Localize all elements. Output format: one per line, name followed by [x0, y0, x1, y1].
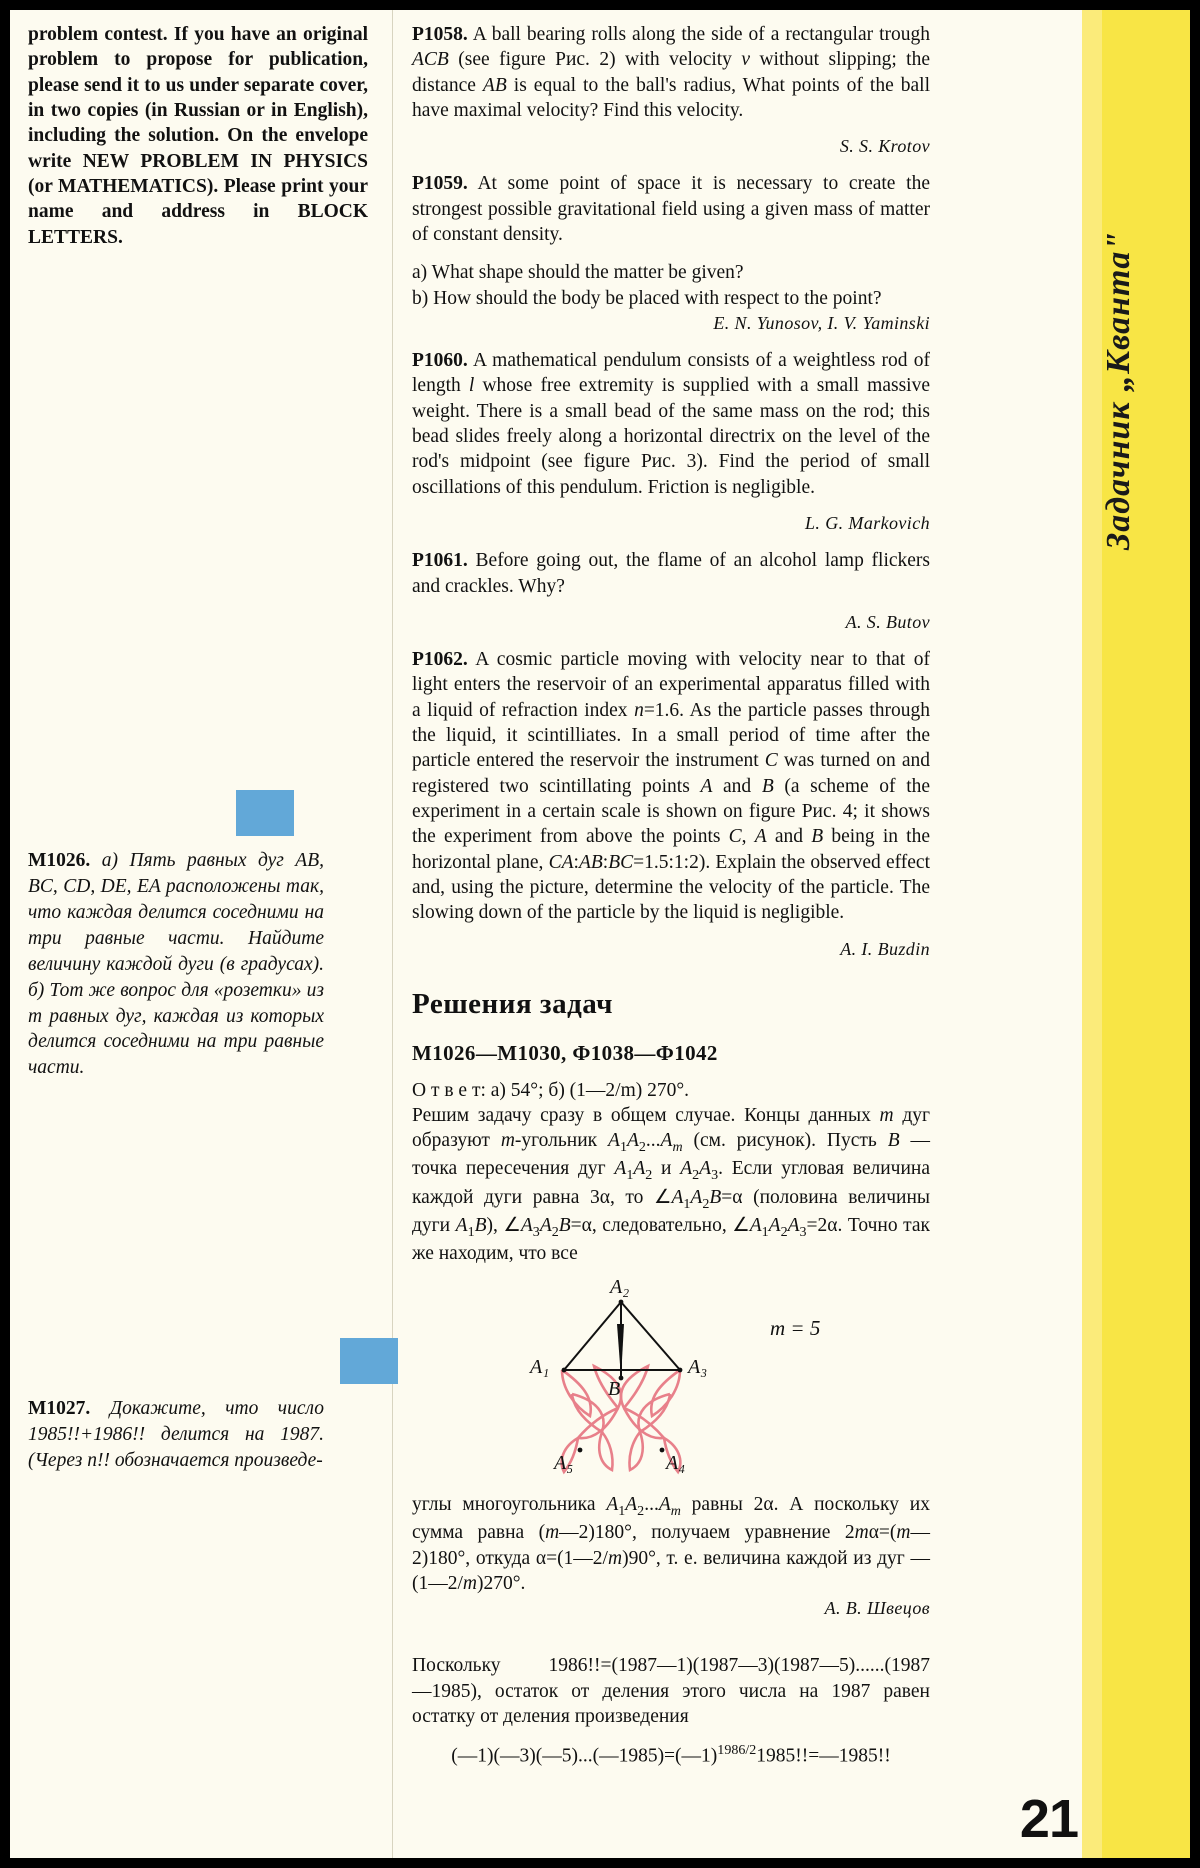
problem-m1026: [28, 848, 324, 1081]
problem-p1058-text: A ball bearing rolls along the side of a rectangular trough ACB (see figure Рис. 2) with velocity v without slipping; the distance AB is equal to the ball's radius, What points of the ball have maximal velocity? Find this velocity.: [412, 24, 930, 122]
problem-p1061-id: P1061.: [412, 550, 468, 572]
problem-p1061-text: Before going out, the flame of an alcohol lamp flickers and crackles. Why?: [412, 550, 931, 597]
problem-p1060-id: P1060.: [412, 350, 468, 372]
problem-p1062-text: A cosmic particle moving with velocity near to that of light enters the reservoir of an experimental apparatus filled with a liquid of refraction index n=1.6. As the particle passes through the liquid, it scintilliates. In a small period of time after the particle entered the reservoir the instrument C was turned on and registered two scintillating points A and B (a scheme of the experiment in a certain scale is shown on figure Рис. 4; it shows the experiment from above the points C, A and B being in the horizontal plane, CA:AB:BC=1.5:1:2). Explain the observed effect and, using the picture, determine the velocity of the particle. The slowing down of the particle by the liquid is negligible.: [412, 648, 931, 924]
problem-p1059: [412, 171, 930, 247]
solution-m1027-body: Поскольку 1986!!=(1987—1)(1987—3)(1987—5)......(1987—1985), остаток от деления этого числа на 1987 равен остатку от деления произведения: [412, 1655, 930, 1728]
left-column: [28, 22, 368, 250]
side-band-title: Задачник „Кванта": [1100, 230, 1137, 550]
page-number: 21: [1019, 1789, 1078, 1849]
problem-p1059-id: P1059.: [412, 173, 468, 195]
problem-m1026-label: M1026.: [28, 850, 91, 871]
problem-p1060: [412, 348, 930, 500]
problem-p1058-author: S. S. Krotov: [839, 136, 930, 157]
side-band-highlight: [1082, 0, 1102, 1868]
figure-point-b: B: [608, 1378, 621, 1401]
problem-p1059-part-a: a) What shape should the matter be given?: [412, 262, 744, 284]
solution-m1026-body: Решим задачу сразу в общем случае. Концы данных m дуг образуют m-угольник $A_1A_2...A_m$ (см. рисунок). Пусть B — точка пересечения дуг $A_1A_2$ и $A_2A_3$. Если угловая величина каждой дуги равна 3α, то $\angle A_1A_2B=\alpha$ (половина величины дуги $A_1B$), $\angle A_3A_2B=\alpha$, следовательно, $\angle A_1A_2A_3=2\alpha$. Точно так же находим, что все: [412, 1104, 931, 1264]
side-band: [1082, 0, 1200, 1868]
rosette-figure: [412, 1274, 930, 1486]
problem-p1059-part-b: b) How should the body be placed with respect to the point?: [412, 287, 882, 309]
figure-m-label: m = 5: [770, 1316, 821, 1341]
right-column: [412, 22, 930, 1769]
problem-p1059-text: At some point of space it is necessary to create the strongest possible gravitational field using a given mass of matter of constant density.: [412, 173, 930, 246]
problem-p1058-id: P1058.: [412, 24, 468, 45]
problem-p1062: [412, 647, 930, 926]
solutions-section-title: Решения задач: [412, 987, 613, 1020]
problem-p1062-author: A. I. Buzdin: [840, 938, 930, 959]
figure-vertex-a2: A₂: [610, 1276, 630, 1299]
problem-p1060-text: A mathematical pendulum consists of a weightless rod of length l whose free extremity is supplied with a small massive weight. There is a small bead of the same mass on the rod; this bead slides freely along a horizontal directrix on the level of the rod's midpoint (see figure Рис. 3). Find the period of small oscillations of this pendulum. Friction is negligible.: [412, 350, 930, 498]
figure-vertex-a4: A₄: [666, 1452, 686, 1475]
problem-m1026-text: а) Пять равных дуг AB, BC, CD, DE, EA расположены так, что каждая делится соседними на три равные части. Найдите величину каждой дуги (в градусах). б) Тот же вопрос для «розетки» из m равных дуг, каждая из которых делится соседними на три равные части.: [28, 850, 325, 1079]
problem-p1062-id: P1062.: [412, 648, 468, 670]
decorative-blue-square-2: [340, 1338, 398, 1384]
solution-answer-line: О т в е т: а) 54°; б) (1—2/m) 270°.: [412, 1079, 690, 1101]
problem-m1027-text: Докажите, что число 1985!!+1986!! делится на 1987. (Через n!! обозначается произведе-: [28, 1398, 324, 1471]
figure-vertex-a1: A₁: [530, 1356, 550, 1379]
figure-vertex-a5: A₅: [554, 1452, 574, 1475]
column-divider: [392, 0, 393, 1868]
problem-p1061: [412, 548, 930, 599]
problem-m1027-label: M1027.: [28, 1398, 91, 1419]
submission-notice: problem contest. If you have an original problem to propose for publication, please send it to us under separate cover, in two copies (in Russian or in English), including the solution. On the envelope write NEW PROBLEM IN PHYSICS (or MATHEMATICS). Please print your name and address in BLOCK LETTERS.: [28, 24, 368, 248]
problem-p1061-author: A. S. Butov: [845, 611, 930, 632]
solutions-heading: M1026—M1030, Ф1038—Ф1042: [412, 1040, 718, 1065]
problem-p1060-author: L. G. Markovich: [805, 513, 930, 534]
decorative-blue-square-1: [236, 790, 294, 836]
problem-m1027: [28, 1396, 324, 1474]
problem-p1059-author: E. N. Yunosov, I. V. Yaminski: [713, 313, 930, 334]
solution-m1026-continued: углы многоугольника $A_1A_2...A_m$ равны 2α. А поскольку их сумма равна (m—2)180°, получаем уравнение 2mα=(m—2)180°, откуда α=(1—2/m)90°, т. е. величина каждой из дуг — (1—2/m)270°.: [412, 1494, 931, 1595]
figure-vertex-a3: A₃: [688, 1356, 708, 1379]
solution-m1026-author: А. В. Швецов: [824, 1598, 930, 1619]
solution-m1027-formula: (—1)(—3)(—5)...(—1985)=(—1)$^{1986/2}$1985!!=—1985!!: [451, 1742, 891, 1767]
problem-p1058: [412, 22, 930, 123]
